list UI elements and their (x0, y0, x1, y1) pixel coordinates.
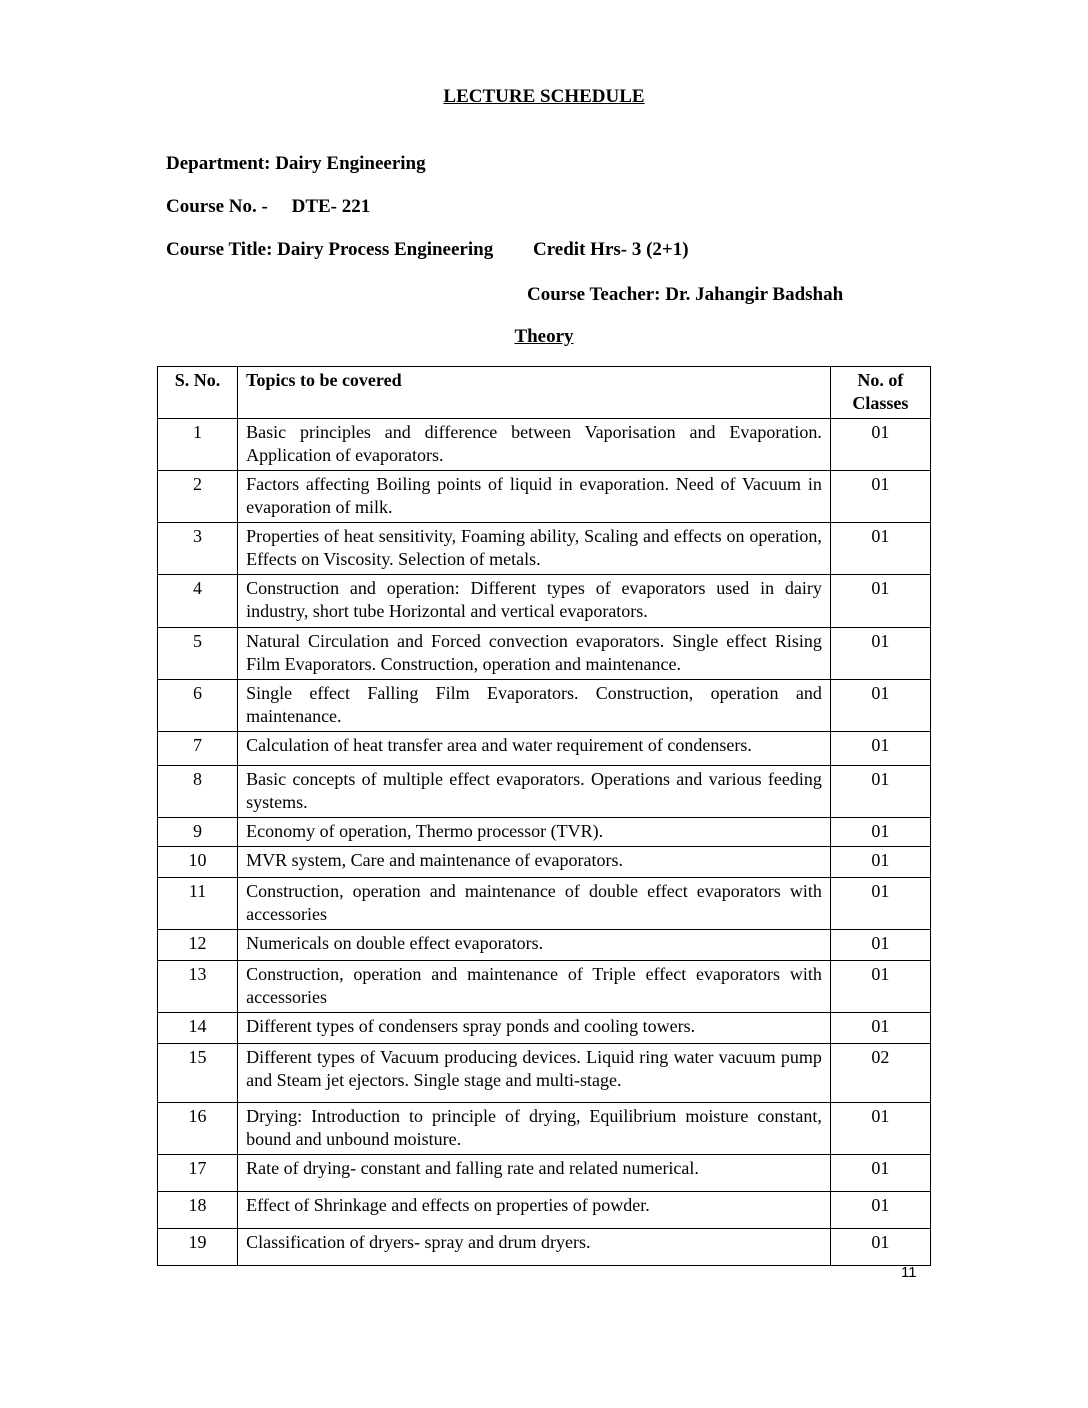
row-classes: 01 (830, 680, 930, 732)
table-row (158, 1044, 931, 1103)
row-classes: 01 (830, 847, 930, 878)
row-serial-number: 18 (158, 1192, 238, 1229)
row-topic: Calculation of heat transfer area and water requirement of condensers. (238, 732, 831, 766)
table-row (158, 523, 931, 575)
row-topic: MVR system, Care and maintenance of evaporators. (238, 847, 831, 878)
table-row (158, 1192, 931, 1229)
row-serial-number: 3 (158, 523, 238, 575)
table-row (158, 732, 931, 766)
table-row (158, 680, 931, 732)
row-topic: Properties of heat sensitivity, Foaming ability, Scaling and effects on operation, Effects on Viscosity. Selection of metals. (238, 523, 831, 575)
table-row (158, 818, 931, 847)
row-classes: 01 (830, 1229, 930, 1266)
row-topic: Factors affecting Boiling points of liquid in evaporation. Need of Vacuum in evaporation of milk. (238, 471, 831, 523)
row-classes: 01 (830, 523, 930, 575)
row-classes: 01 (830, 1192, 930, 1229)
credit-hours-line: Credit Hrs- 3 (2+1) (533, 239, 689, 260)
row-serial-number: 16 (158, 1103, 238, 1155)
table-row (158, 419, 931, 471)
course-title-line: Course Title: Dairy Process Engineering (166, 239, 494, 260)
table-body (158, 419, 931, 1266)
row-classes: 01 (830, 628, 930, 680)
row-topic: Economy of operation, Thermo processor (TVR). (238, 818, 831, 847)
table-row (158, 575, 931, 628)
table-row (158, 961, 931, 1013)
row-classes: 01 (830, 1155, 930, 1192)
page-title: LECTURE SCHEDULE (443, 86, 645, 107)
row-topic: Single effect Falling Film Evaporators. Construction, operation and maintenance. (238, 680, 831, 732)
row-topic: Basic concepts of multiple effect evaporators. Operations and various feeding systems. (238, 766, 831, 818)
table-row (158, 628, 931, 680)
table-row (158, 1155, 931, 1192)
row-topic: Numericals on double effect evaporators. (238, 930, 831, 961)
row-topic: Drying: Introduction to principle of drying, Equilibrium moisture constant, bound and unbound moisture. (238, 1103, 831, 1155)
table-row (158, 878, 931, 930)
row-classes: 01 (830, 961, 930, 1013)
row-classes: 01 (830, 575, 930, 628)
lecture-schedule-table (157, 366, 931, 1266)
row-classes: 02 (830, 1044, 930, 1103)
row-classes: 01 (830, 1013, 930, 1044)
row-serial-number: 4 (158, 575, 238, 628)
row-topic: Basic principles and difference between Vaporisation and Evaporation. Application of evaporators. (238, 419, 831, 471)
header-number-of-classes: No. of Classes (830, 367, 930, 419)
table-row (158, 930, 931, 961)
row-serial-number: 13 (158, 961, 238, 1013)
row-serial-number: 15 (158, 1044, 238, 1103)
header-serial-number: S. No. (158, 367, 238, 419)
row-serial-number: 8 (158, 766, 238, 818)
row-topic: Natural Circulation and Forced convection evaporators. Single effect Rising Film Evaporators. Construction, operation and maintenance. (238, 628, 831, 680)
row-serial-number: 12 (158, 930, 238, 961)
row-topic: Different types of Vacuum producing devices. Liquid ring water vacuum pump and Steam jet ejectors. Single stage and multi-stage. (238, 1044, 831, 1103)
row-topic: Construction, operation and maintenance of double effect evaporators with accessories (238, 878, 831, 930)
row-topic: Different types of condensers spray ponds and cooling towers. (238, 1013, 831, 1044)
row-classes: 01 (830, 732, 930, 766)
row-classes: 01 (830, 766, 930, 818)
row-serial-number: 17 (158, 1155, 238, 1192)
table-row (158, 1013, 931, 1044)
row-topic: Construction and operation: Different types of evaporators used in dairy industry, short tube Horizontal and vertical evaporators. (238, 575, 831, 628)
row-serial-number: 7 (158, 732, 238, 766)
row-classes: 01 (830, 930, 930, 961)
department-line: Department: Dairy Engineering (166, 153, 426, 174)
row-topic: Classification of dryers- spray and drum dryers. (238, 1229, 831, 1266)
row-classes: 01 (830, 471, 930, 523)
row-serial-number: 2 (158, 471, 238, 523)
header-topics: Topics to be covered (238, 367, 831, 419)
row-topic: Construction, operation and maintenance of Triple effect evaporators with accessories (238, 961, 831, 1013)
table-header-row (158, 367, 931, 419)
row-classes: 01 (830, 878, 930, 930)
row-serial-number: 1 (158, 419, 238, 471)
row-serial-number: 9 (158, 818, 238, 847)
table-row (158, 766, 931, 818)
row-classes: 01 (830, 419, 930, 471)
row-serial-number: 14 (158, 1013, 238, 1044)
row-serial-number: 6 (158, 680, 238, 732)
row-classes: 01 (830, 1103, 930, 1155)
row-serial-number: 5 (158, 628, 238, 680)
row-classes: 01 (830, 818, 930, 847)
row-serial-number: 19 (158, 1229, 238, 1266)
row-serial-number: 11 (158, 878, 238, 930)
row-topic: Rate of drying- constant and falling rate and related numerical. (238, 1155, 831, 1192)
table-row (158, 1229, 931, 1266)
table-row (158, 1103, 931, 1155)
page-number: 11 (901, 1264, 917, 1281)
course-teacher-line: Course Teacher: Dr. Jahangir Badshah (527, 284, 844, 305)
section-heading-theory: Theory (514, 326, 574, 347)
row-serial-number: 10 (158, 847, 238, 878)
table-row (158, 471, 931, 523)
row-topic: Effect of Shrinkage and effects on properties of powder. (238, 1192, 831, 1229)
table-row (158, 847, 931, 878)
course-number-line: Course No. - DTE- 221 (166, 196, 371, 217)
